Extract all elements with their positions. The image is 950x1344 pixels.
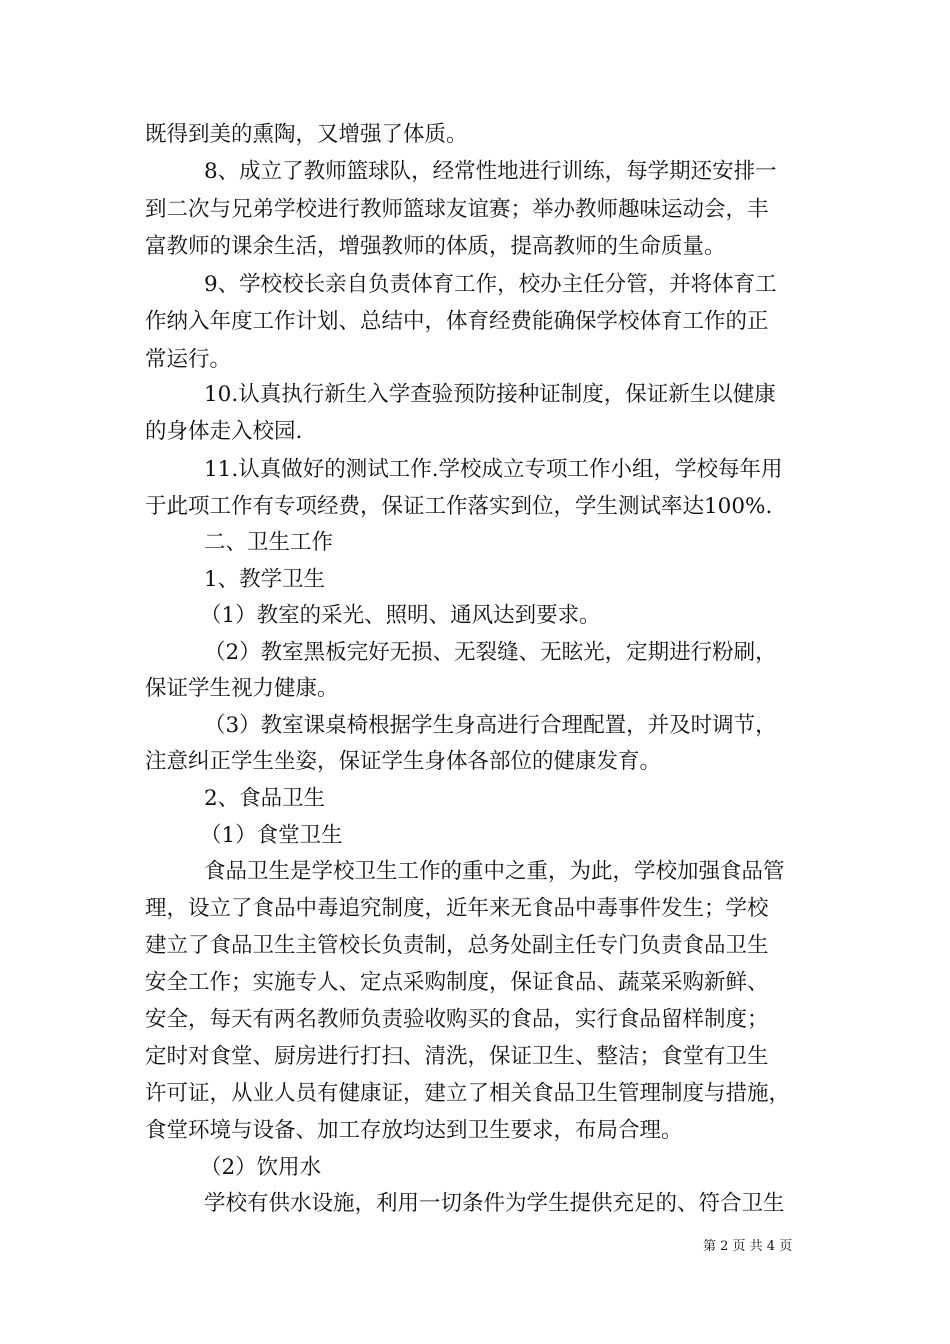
- line-text: 8、成立了教师篮球队，经常性地进行训练，每学期还安排一: [204, 159, 777, 184]
- body-line: [0, 889, 950, 929]
- body-line: [0, 152, 950, 192]
- line-text: 食品卫生是学校卫生工作的重中之重，为此，学校加强食品管: [204, 859, 785, 884]
- body-line: [0, 926, 950, 966]
- body-line: [0, 265, 950, 305]
- line-text: 9、学校校长亲自负责体育工作，校办主任分管，并将体育工: [204, 272, 777, 297]
- body-line: [0, 302, 950, 342]
- line-text: 理，设立了食品中毒追究制度，近年来无食品中毒事件发生；学校: [145, 896, 769, 921]
- line-text: 建立了食品卫生主管校长负责制，总务处副主任专门负责食品卫生: [145, 933, 769, 958]
- line-text: （1）食堂卫生: [200, 823, 343, 848]
- line-text: （1）教室的采光、照明、通风达到要求。: [200, 603, 601, 628]
- line-text: （3）教室课桌椅根据学生身高进行合理配置，并及时调节，: [204, 713, 777, 738]
- body-line: [0, 487, 950, 527]
- subsection-heading: [0, 560, 950, 600]
- line-text: 注意纠正学生坐姿，保证学生身体各部位的健康发育。: [145, 749, 662, 774]
- body-line: [0, 450, 950, 490]
- line-text: （2）饮用水: [200, 1155, 322, 1180]
- line-text: 富教师的课余生活，增强教师的体质，提高教师的生命质量。: [145, 234, 726, 259]
- body-line: [0, 1111, 950, 1151]
- body-line: [0, 633, 950, 673]
- body-line: [0, 1000, 950, 1040]
- line-text: 既得到美的熏陶，又增强了体质。: [145, 122, 468, 147]
- subsection-heading: [0, 816, 950, 856]
- body-line: [0, 963, 950, 1003]
- line-text: 安全工作；实施专人、定点采购制度，保证食品、蔬菜采购新鲜、: [145, 970, 769, 995]
- line-text: （2）教室黑板完好无损、无裂缝、无眩光，定期进行粉刷，: [204, 640, 777, 665]
- body-line: [0, 742, 950, 782]
- body-line: [0, 375, 950, 415]
- body-line: [0, 669, 950, 709]
- body-line: [0, 227, 950, 267]
- line-text: 到二次与兄弟学校进行教师篮球友谊赛；举办教师趣味运动会，丰: [145, 197, 769, 222]
- line-text: 定时对食堂、厨房进行打扫、清洗，保证卫生、整洁；食堂有卫生: [145, 1044, 769, 1069]
- subsection-heading: [0, 1148, 950, 1188]
- line-text: 于此项工作有专项经费，保证工作落实到位，学生测试率达100%.: [145, 494, 773, 519]
- section-heading: [0, 523, 950, 563]
- line-text: 11.认真做好的测试工作.学校成立专项工作小组，学校每年用: [204, 457, 783, 482]
- line-text: 许可证，从业人员有健康证，建立了相关食品卫生管理制度与措施，: [145, 1081, 791, 1106]
- body-line: [0, 412, 950, 452]
- line-text: 1、教学卫生: [204, 567, 326, 592]
- page-number: 第 2 页 共 4 页: [703, 1239, 793, 1254]
- body-line: [0, 596, 950, 636]
- line-text: 的身体走入校园.: [145, 419, 303, 444]
- subsection-heading: [0, 779, 950, 819]
- line-text: 保证学生视力健康。: [145, 676, 339, 701]
- line-text: 安全，每天有两名教师负责验收购买的食品，实行食品留样制度；: [145, 1007, 769, 1032]
- line-text: 学校有供水设施，利用一切条件为学生提供充足的、符合卫生: [204, 1191, 785, 1216]
- line-text: 10.认真执行新生入学查验预防接种证制度，保证新生以健康: [204, 382, 776, 407]
- body-line: [0, 706, 950, 746]
- page-footer: [0, 1236, 950, 1258]
- body-line: [0, 1184, 950, 1224]
- body-line: [0, 1037, 950, 1077]
- body-line: [0, 852, 950, 892]
- line-text: 食堂环境与设备、加工存放均达到卫生要求，布局合理。: [145, 1118, 683, 1143]
- line-text: 2、食品卫生: [204, 786, 326, 811]
- line-text: 常运行。: [145, 347, 232, 372]
- line-text: 作纳入年度工作计划、总结中，体育经费能确保学校体育工作的正: [145, 309, 769, 334]
- body-line: [0, 1074, 950, 1114]
- body-line: [0, 190, 950, 230]
- body-line: [0, 115, 950, 155]
- body-line: [0, 340, 950, 380]
- line-text: 二、卫生工作: [204, 530, 334, 555]
